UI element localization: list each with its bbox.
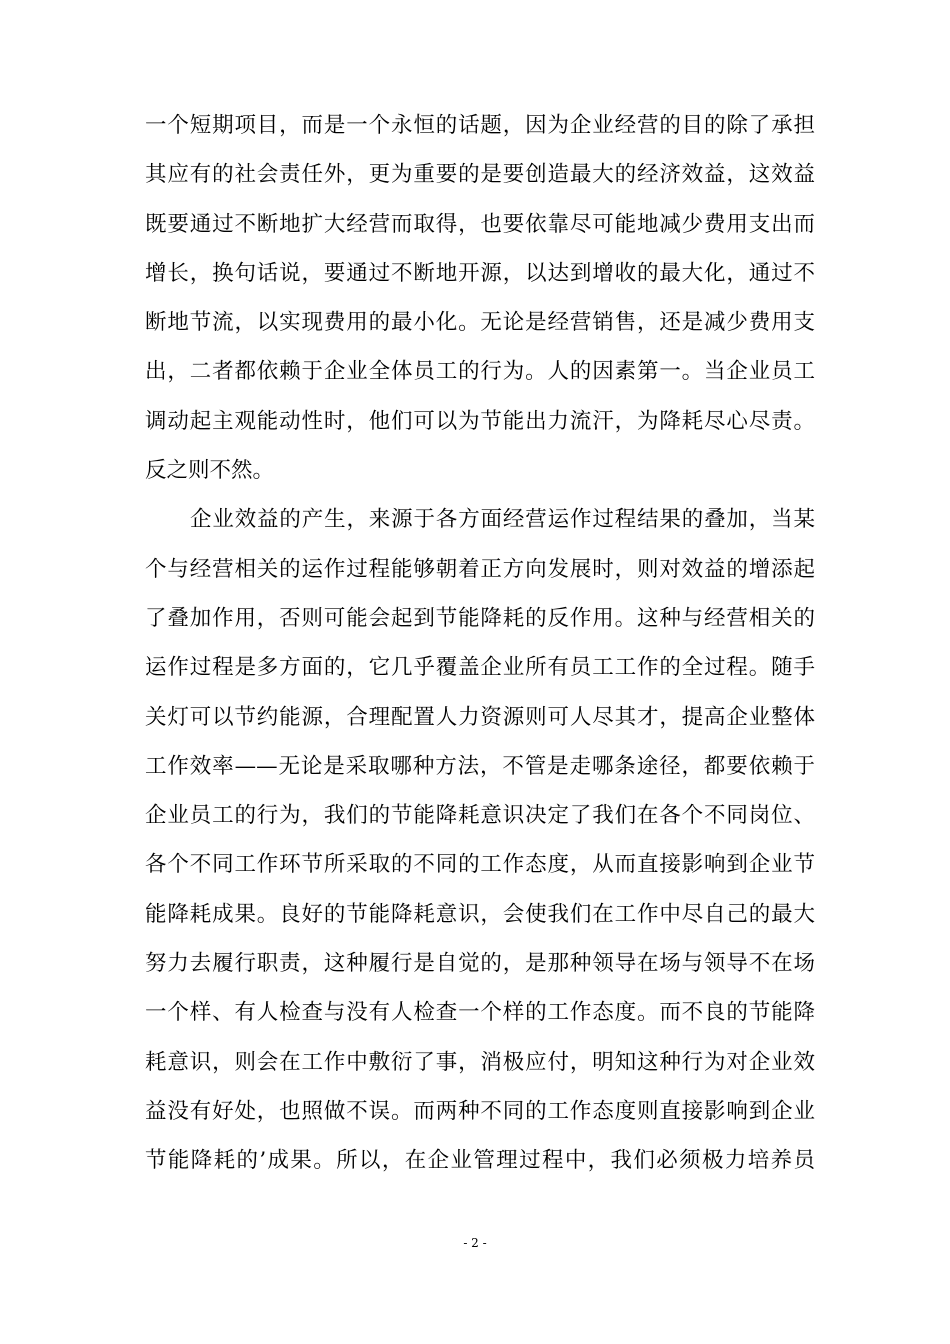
paragraph-1-line-8: 反之则不然。 [145,458,275,484]
paragraph-2-line-4: 运作过程是多方面的，它几乎覆盖企业所有员工工作的全过程。随手 [145,655,815,681]
paragraph-2-line-1: 企业效益的产生，来源于各方面经营运作过程结果的叠加，当某 [190,507,815,533]
paragraph-2-line-13: 益没有好处，也照做不误。而两种不同的工作态度则直接影响到企业 [145,1098,815,1124]
paragraph-1-line-6: 出，二者都依赖于企业全体员工的行为。人的因素第一。当企业员工 [145,359,815,385]
paragraph-1-line-4: 增长，换句话说，要通过不断地开源，以达到增收的最大化，通过不 [145,260,815,286]
paragraph-1-line-2: 其应有的社会责任外，更为重要的是要创造最大的经济效益，这效益 [145,162,815,188]
paragraph-1-line-5: 断地节流，以实现费用的最小化。无论是经营销售，还是减少费用支 [145,310,815,336]
paragraph-1-line-1: 一个短期项目，而是一个永恒的话题，因为企业经营的目的除了承担 [145,113,815,138]
page-number: - 2 - [463,1236,487,1250]
paragraph-2-line-14: 节能降耗的’成果。所以，在企业管理过程中，我们必须极力培养员 [145,1148,815,1174]
paragraph-2-line-11: 一个样、有人检查与没有人检查一个样的工作态度。而不良的节能降 [145,1000,815,1026]
paragraph-2-line-8: 各个不同工作环节所采取的不同的工作态度，从而直接影响到企业节 [145,852,815,878]
paragraph-2-line-9: 能降耗成果。良好的节能降耗意识，会使我们在工作中尽自己的最大 [145,901,815,927]
body-text [145,101,815,1186]
paragraph-2-line-3: 了叠加作用，否则可能会起到节能降耗的反作用。这种与经营相关的 [145,605,815,631]
paragraph-2-line-12: 耗意识，则会在工作中敷衍了事，消极应付，明知这种行为对企业效 [145,1049,815,1075]
paragraph-2-line-7: 企业员工的行为，我们的节能降耗意识决定了我们在各个不同岗位、 [145,803,815,829]
paragraph-2-line-5: 关灯可以节约能源，合理配置人力资源则可人尽其才，提高企业整体 [145,704,815,730]
paragraph-2-line-10: 努力去履行职责，这种履行是自觉的，是那种领导在场与领导不在场 [145,951,815,977]
paragraph-2-line-2: 个与经营相关的运作过程能够朝着正方向发展时，则对效益的增添起 [145,556,815,582]
paragraph-2-line-6: 工作效率——无论是采取哪种方法，不管是走哪条途径，都要依赖于 [145,753,815,779]
paragraph-1-line-7: 调动起主观能动性时，他们可以为节能出力流汗，为降耗尽心尽责。 [145,408,815,434]
paragraph-1-line-3: 既要通过不断地扩大经营而取得，也要依靠尽可能地减少费用支出而 [145,211,815,237]
